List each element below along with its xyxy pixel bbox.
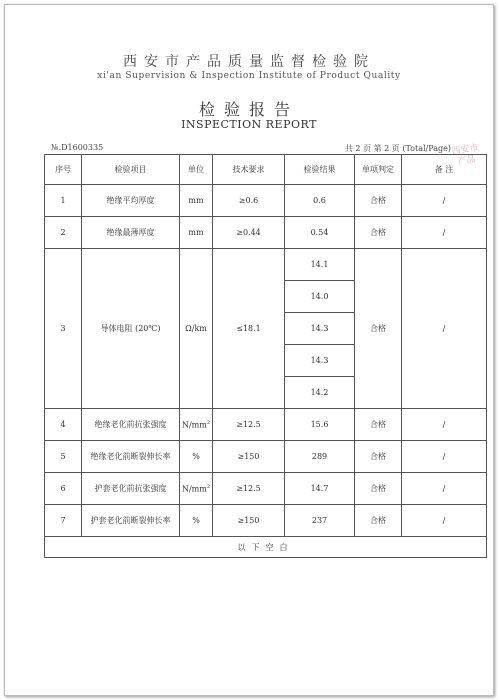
cell-result: 14.7	[285, 473, 355, 505]
cell-no: 6	[45, 473, 82, 505]
page-info: 共 2 页 第 2 页 (Total/Page)	[344, 144, 451, 153]
inspection-table	[44, 154, 487, 558]
cell-verdict: 合格	[355, 473, 402, 505]
cell-item: 绝缘平均厚度	[82, 185, 180, 217]
col-header-requirement: 技术要求	[213, 155, 285, 185]
cell-result: 237	[285, 505, 355, 537]
cell-item: 护套老化前断裂伸长率	[82, 505, 180, 537]
cell-result: 14.0	[285, 281, 355, 313]
report-title-en: INSPECTION REPORT	[181, 118, 317, 131]
cell-no: 4	[45, 409, 82, 441]
col-header-verdict: 单项判定	[355, 155, 402, 185]
cell-item: 护套老化前抗张强度	[82, 473, 180, 505]
cell-note: /	[402, 185, 487, 217]
cell-item: 绝缘老化前断裂伸长率	[82, 441, 180, 473]
cell-note: /	[402, 473, 487, 505]
seal-text: 西安市产品	[451, 143, 480, 168]
institute-name-cn: 西安市产品质量监督检验院	[123, 54, 375, 70]
cell-note: /	[402, 505, 487, 537]
cell-verdict: 合格	[355, 185, 402, 217]
blank-below-note: 以下空白	[45, 537, 487, 558]
cell-item: 导体电阻 (20℃)	[82, 249, 180, 409]
table-row	[45, 185, 487, 217]
cell-requirement: ≥0.6	[213, 185, 285, 217]
unit-text: N/mm	[181, 420, 207, 430]
col-header-unit: 单位	[180, 155, 213, 185]
unit-text: N/mm	[181, 484, 207, 494]
cell-result: 0.6	[285, 185, 355, 217]
cell-requirement: ≥0.44	[213, 217, 285, 249]
cell-requirement: ≥150	[213, 505, 285, 537]
cell-result: 15.6	[285, 409, 355, 441]
col-header-result: 检验结果	[285, 155, 355, 185]
cell-item: 绝缘老化前抗张强度	[82, 409, 180, 441]
cell-unit	[180, 409, 213, 441]
cell-requirement: ≥12.5	[213, 409, 285, 441]
cell-note: /	[402, 249, 487, 409]
cell-unit: mm	[180, 217, 213, 249]
unit-superscript: 2	[206, 483, 211, 490]
cell-no: 3	[45, 249, 82, 409]
table-row	[45, 409, 487, 441]
col-header-item: 检验项目	[82, 155, 180, 185]
table-row	[45, 473, 487, 505]
cell-no: 2	[45, 217, 82, 249]
cell-no: 1	[45, 185, 82, 217]
table-row	[45, 505, 487, 537]
cell-no: 7	[45, 505, 82, 537]
report-title-cn: 检验报告	[198, 100, 299, 119]
report-number: №.D1600335	[51, 143, 104, 152]
cell-no: 5	[45, 441, 82, 473]
cell-verdict: 合格	[355, 217, 402, 249]
cell-verdict: 合格	[355, 505, 402, 537]
cell-unit: mm	[180, 185, 213, 217]
cell-verdict: 合格	[355, 249, 402, 409]
cell-unit: Ω/km	[180, 249, 213, 409]
table-row	[45, 441, 487, 473]
cell-result: 14.3	[285, 313, 355, 345]
cell-result: 14.3	[285, 345, 355, 377]
cell-requirement: ≥150	[213, 441, 285, 473]
cell-note: /	[402, 441, 487, 473]
cell-unit	[180, 473, 213, 505]
cell-unit: %	[180, 441, 213, 473]
table-footer-row	[45, 537, 487, 558]
cell-result: 14.1	[285, 249, 355, 281]
col-header-note: 备 注	[402, 155, 487, 185]
institute-name-en: xi'an Supervision & Inspection Institute of Product Quality	[97, 71, 401, 81]
cell-result: 289	[285, 441, 355, 473]
cell-result: 0.54	[285, 217, 355, 249]
col-header-no: 序号	[45, 155, 82, 185]
cell-note: /	[402, 409, 487, 441]
unit-superscript: 2	[206, 419, 211, 426]
cell-unit: %	[180, 505, 213, 537]
cell-verdict: 合格	[355, 441, 402, 473]
cell-verdict: 合格	[355, 409, 402, 441]
cell-note: /	[402, 217, 487, 249]
cell-requirement: ≥12.5	[213, 473, 285, 505]
cell-item: 绝缘最薄厚度	[82, 217, 180, 249]
cell-requirement: ≤18.1	[213, 249, 285, 409]
cell-result: 14.2	[285, 377, 355, 409]
table-row	[45, 249, 487, 281]
table-row	[45, 217, 487, 249]
table-header-row	[45, 155, 487, 185]
